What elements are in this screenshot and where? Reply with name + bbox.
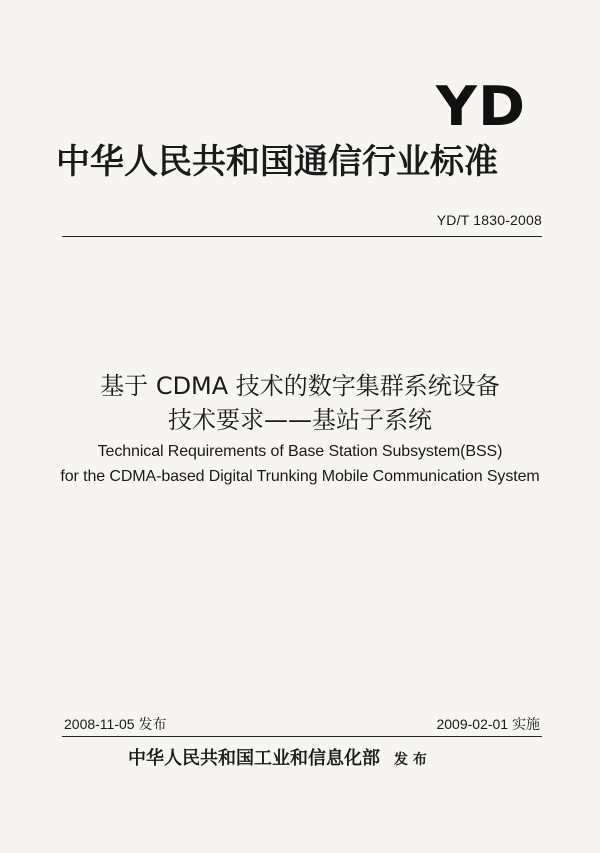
english-title-line-2: for the CDMA-based Digital Trunking Mobile Communication System [60, 468, 540, 485]
top-divider [62, 236, 542, 237]
chinese-title-line-1: 基于 CDMA 技术的数字集群系统设备 [100, 372, 500, 400]
yd-logo: YD [435, 75, 527, 138]
english-title-line-1: Technical Requirements of Base Station Subsystem(BSS) [97, 443, 503, 460]
standard-code: YD/T 1830-2008 [436, 212, 542, 228]
issuing-authority [128, 744, 427, 770]
implementation-date: 2009-02-01 实施 [436, 716, 540, 732]
issue-date: 2008-11-05 发布 [64, 716, 167, 732]
issuer-suffix: 发 布 [394, 752, 427, 768]
bottom-divider [62, 736, 542, 737]
chinese-title-line-2: 技术要求——基站子系统 [168, 406, 432, 434]
standard-title: 中华人民共和国通信行业标准 [56, 142, 498, 182]
issuer-name: 中华人民共和国工业和信息化部 [128, 748, 380, 769]
